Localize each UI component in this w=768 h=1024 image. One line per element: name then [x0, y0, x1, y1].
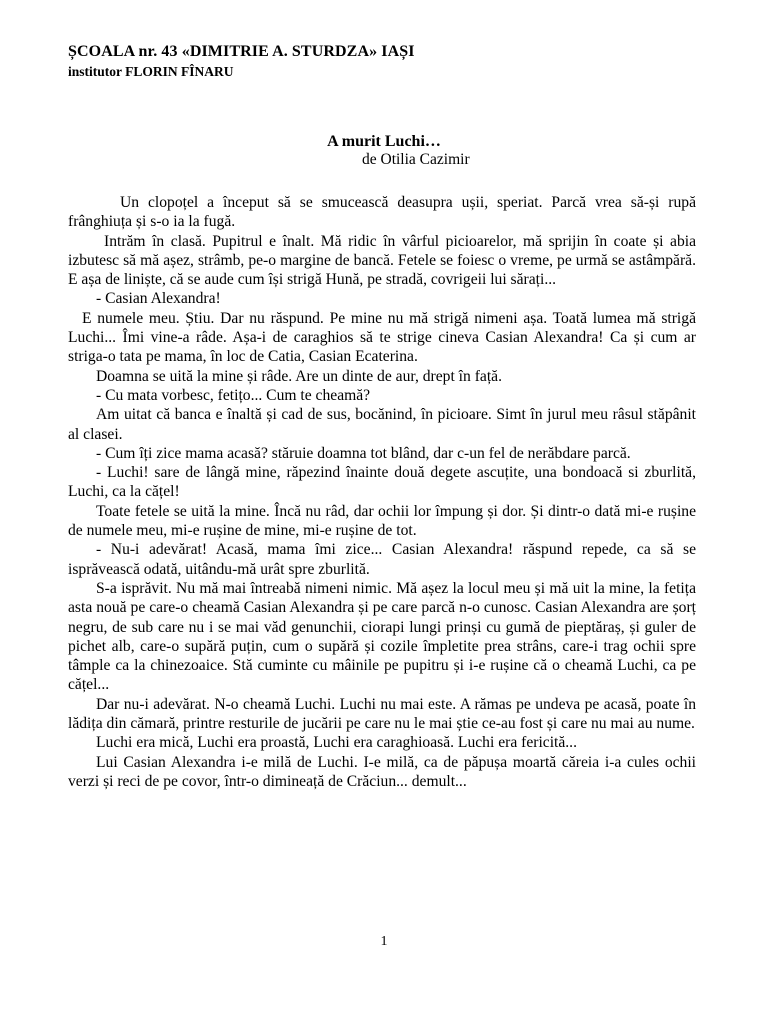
- paragraph: E numele meu. Știu. Dar nu răspund. Pe mine nu mă strigă nimeni așa. Toată lumea mă strigă Luchi... Îmi vine-a râde. Așa-i de caraghios să te strige cineva Casian Alexandra! Ca și cum ar striga-o tata pe mama, în loc de Catia, Casian Ecaterina.: [68, 309, 696, 366]
- story-body: [68, 193, 696, 791]
- paragraph: - Nu-i adevărat! Acasă, mama îmi zice... Casian Alexandra! răspund repede, ca să se isprăvească odată, uitându-mă urât spre zburlită.: [68, 541, 696, 578]
- paragraph: Lui Casian Alexandra i-e milă de Luchi. I-e milă, ca de păpușa moartă căreia i-a cules ochii verzi și reci de pe covor, într-o dimineață de Crăciun... demult...: [68, 753, 696, 790]
- school-name: ȘCOALA nr. 43 «DIMITRIE A. STURDZA» IAȘI: [68, 43, 415, 60]
- page-number: 1: [380, 934, 388, 949]
- paragraph: Intrăm în clasă. Pupitrul e înalt. Mă ridic în vârful picioarelor, mă sprijin în coate și abia izbutesc să mă așez, strâmb, pe-o margine de bancă. Fetele se foiesc o vreme, pe urmă se astâmpără. E așa de liniște, că se aude cum își strigă Hună, pe stradă, covrigeii lui sărați...: [68, 232, 696, 289]
- paragraph: Am uitat că banca e înaltă și cad de sus, bocănind, în picioare. Simt în jurul meu râsul stăpânit al clasei.: [68, 406, 696, 443]
- story-title: A murit Luchi…: [327, 133, 441, 150]
- paragraph: - Casian Alexandra!: [96, 290, 221, 308]
- paragraph: Un clopoțel a început să se smucească deasupra ușii, speriat. Parcă vrea să-și rupă frânghiuța și s-o ia la fugă.: [68, 194, 696, 231]
- paragraph: - Cum îți zice mama acasă? stăruie doamna tot blând, dar c-un fel de nerăbdare parcă.: [96, 444, 631, 462]
- teacher-name: institutor FLORIN FÎNARU: [68, 64, 234, 79]
- paragraph: - Luchi! sare de lângă mine, răpezind înainte două degete ascuțite, una bondoacă si zburlită, Luchi, ca la cățel!: [68, 464, 696, 501]
- paragraph: Dar nu-i adevărat. N-o cheamă Luchi. Luchi nu mai este. A rămas pe undeva pe acasă, poate în lădița din cămară, printre resturile de jucării pe care nu le mai știe ce-au fost și care nu mai au nume.: [68, 695, 696, 733]
- story-author: de Otilia Cazimir: [362, 151, 470, 168]
- paragraph: Luchi era mică, Luchi era proastă, Luchi era caraghioasă. Luchi era fericită...: [96, 734, 577, 752]
- paragraph: Doamna se uită la mine și râde. Are un dinte de aur, drept în față.: [96, 367, 502, 385]
- paragraph: - Cu mata vorbesc, fetițo... Cum te cheamă?: [96, 386, 371, 404]
- paragraph: Toate fetele se uită la mine. Încă nu râd, dar ochii lor împung și dor. Și dintr-o dată mi-e rușine de numele meu, mi-e rușine de mine, mi-e rușine de tot.: [68, 502, 696, 540]
- paragraph: S-a isprăvit. Nu mă mai întreabă nimeni nimic. Mă așez la locul meu și mă uit la mine, la fetița asta nouă pe care-o cheamă Casian Alexandra și pe care parcă n-o cunosc. Casian Alexandra are șorț negru, de sub care nu i se mai văd genunchii, ciorapi lungi prinși cu gumă de pieptăraș, și guler de pichet alb, care-o supără puțin, cum o supără și cozile împletite prea strâns, care-i trag ochii spre tâmple ca la chinezoaice. Stă cuminte cu mâinile pe pupitru și i-e rușine că o cheamă Luchi, ca pe cățel...: [68, 579, 696, 694]
